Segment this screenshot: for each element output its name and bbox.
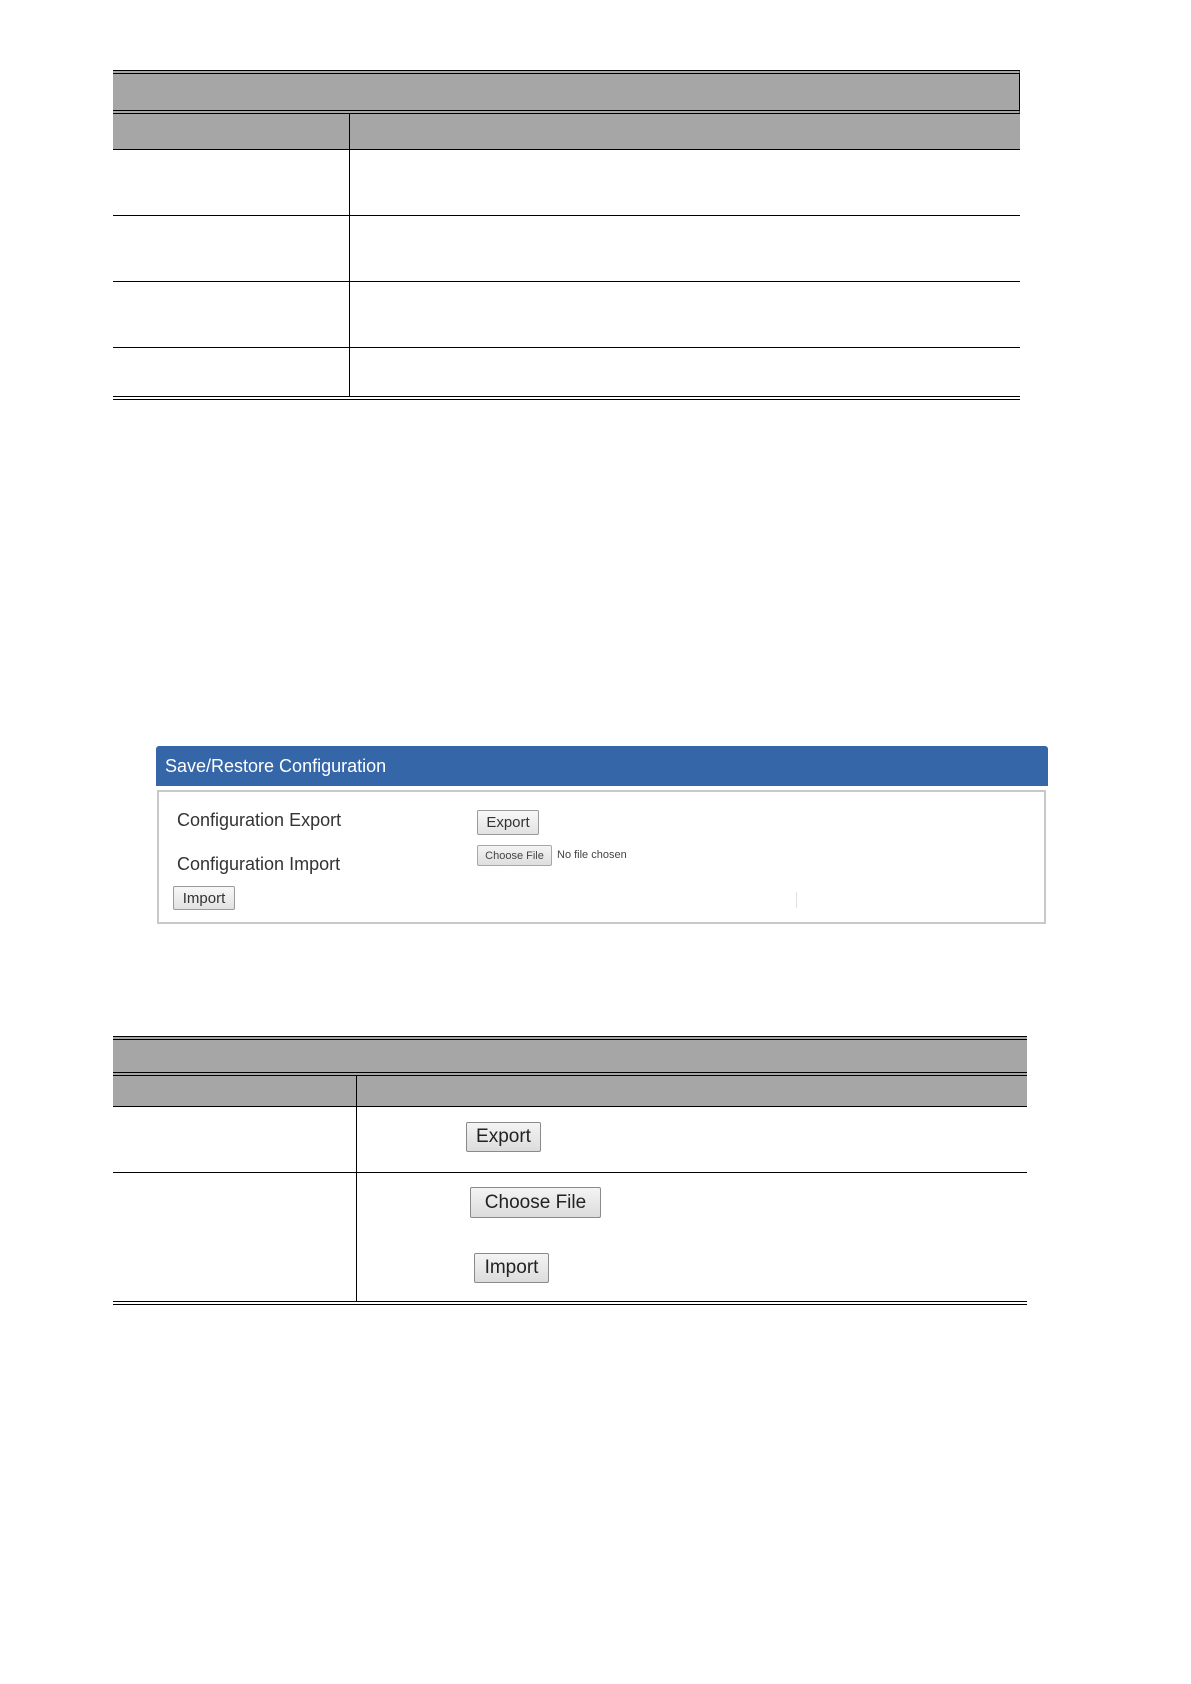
table-cell <box>113 348 350 396</box>
header-cell-object <box>113 114 350 149</box>
save-restore-panel <box>156 746 1048 925</box>
table-cell <box>350 348 1020 396</box>
table-row <box>113 1173 1027 1301</box>
panel-title: Save/Restore Configuration <box>165 755 387 776</box>
configuration-import-label: Configuration Import <box>177 854 341 874</box>
header-cell-description <box>357 1076 1027 1106</box>
header-cell-object <box>113 1076 357 1106</box>
import-button[interactable]: Import <box>173 886 235 910</box>
table-row <box>113 348 1020 396</box>
header-cell-description <box>350 114 1020 149</box>
panel-header <box>156 746 1048 786</box>
description-table <box>113 70 1020 400</box>
table-cell <box>350 216 1020 281</box>
table-header-row <box>113 114 1020 150</box>
choose-file-button[interactable]: Choose File <box>470 1187 601 1218</box>
table-cell <box>350 282 1020 347</box>
divider <box>796 892 797 908</box>
export-button[interactable]: Export <box>477 810 539 835</box>
table-cell <box>113 1173 357 1301</box>
table-row <box>113 150 1020 216</box>
table-row <box>113 282 1020 348</box>
file-status-text: No file chosen <box>557 849 627 861</box>
table-cell <box>113 1107 357 1172</box>
table-bottom-rule <box>113 1301 1027 1305</box>
table-cell <box>357 1107 1027 1172</box>
choose-file-button[interactable]: Choose File <box>477 845 552 866</box>
table-cell <box>350 150 1020 215</box>
import-button[interactable]: Import <box>474 1253 549 1283</box>
table-title-bar <box>113 70 1020 114</box>
table-cell <box>357 1173 1027 1301</box>
panel-body <box>157 790 1046 924</box>
table-row <box>113 1107 1027 1173</box>
table-cell <box>113 282 350 347</box>
export-button[interactable]: Export <box>466 1122 541 1152</box>
table-header-row <box>113 1076 1027 1107</box>
object-description-table <box>113 1036 1027 1305</box>
table-row <box>113 216 1020 282</box>
table-bottom-rule <box>113 396 1020 400</box>
configuration-export-label: Configuration Export <box>177 810 342 830</box>
table-cell <box>113 216 350 281</box>
table-cell <box>113 150 350 215</box>
table-title-bar <box>113 1036 1027 1076</box>
